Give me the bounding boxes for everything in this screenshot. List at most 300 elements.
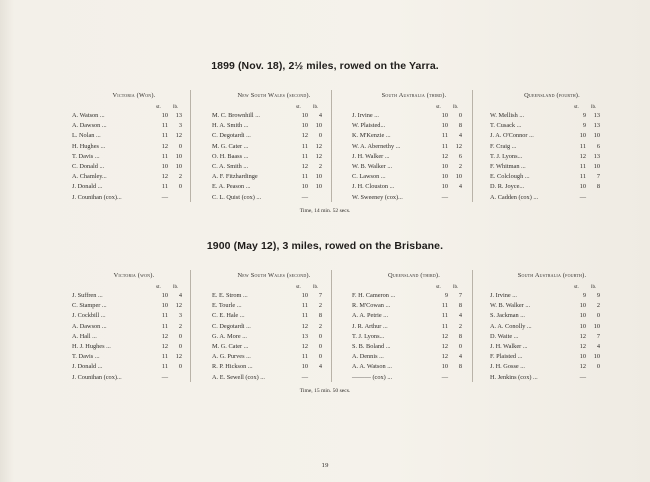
crew-column [490,271,614,383]
weight-stone: 11 [301,353,308,361]
weight-pounds: 13 [593,112,600,119]
weight-stone: — [579,373,586,381]
weight-pounds: 8 [458,302,462,310]
rower-name: J. H. Clouston ... [352,183,395,191]
rower-name: ——— (cox) ... [352,373,393,381]
crew-heading: Queensland (fourth). [524,92,580,99]
crew-member-row [352,291,476,301]
column-divider [190,90,191,202]
weight-stone: — [579,193,586,201]
weight-stone: 12 [301,342,308,350]
crew-heading: New South Wales (second). [237,92,311,99]
crew-member-row [212,373,336,383]
weight-pounds: 7 [596,173,600,181]
crew-member-row [352,373,476,383]
crew-member-row [212,142,336,152]
unit-stone: st. [156,104,161,110]
crew-member-row [72,142,196,152]
weight-stone: 12 [161,142,168,150]
crew-member-row [72,193,196,203]
weight-stone: 10 [441,122,448,130]
weight-pounds: 0 [596,363,600,371]
rower-name: J. Cockbill ... [72,312,106,320]
unit-stone: st. [156,284,161,290]
rower-name: J. Donald ... [72,183,103,191]
rower-name: A. Dawson ... [72,122,107,130]
crew-member-row [490,301,614,311]
crew-member-row [352,342,476,352]
weight-pounds: 2 [458,162,462,170]
weight-stone: 10 [161,112,168,119]
rower-name: T. Cusack ... [490,122,522,130]
crew-heading: South Australia (fourth). [517,272,587,279]
crew-member-row [72,352,196,362]
rower-name: L. Nolan ... [72,132,101,140]
crew-heading: Victoria (Won). [112,92,156,99]
weight-pounds: 7 [596,332,600,340]
weight-pounds: 7 [318,292,322,299]
weight-pounds: 8 [596,183,600,191]
weight-stone: 12 [579,332,586,340]
rower-name: S. B. Boland ... [352,342,391,350]
unit-stone: st. [296,104,301,110]
weight-stone: 11 [441,302,448,310]
rower-name: W. B. Walker ... [490,302,531,310]
unit-stone: st. [296,284,301,290]
weight-pounds: 0 [178,363,182,371]
crew-member-row [352,152,476,162]
weight-pounds: 0 [178,332,182,340]
weight-pounds: 2 [318,322,322,330]
crew-member-row [490,111,614,121]
rower-name: F. Craig ... [490,142,517,150]
weight-stone: 12 [301,132,308,140]
weight-pounds: 2 [178,173,182,181]
weight-stone: 11 [441,322,448,330]
weight-pounds: 0 [318,132,322,140]
weight-pounds: 4 [458,312,462,320]
weight-stone: 11 [301,142,308,150]
crew-member-row [490,131,614,141]
rower-name: C. E. Hale ... [212,312,245,320]
weight-pounds: 0 [596,312,600,320]
weight-stone: 10 [579,312,586,320]
race-title: 1900 (May 12), 3 miles, rowed on the Brisbane. [206,240,444,252]
weight-pounds: 2 [178,322,182,330]
weight-stone: 12 [441,332,448,340]
crew-member-row [490,342,614,352]
rower-name: H. Hughes ... [72,142,106,150]
weight-stone: 12 [441,353,448,361]
weight-pounds: 0 [178,142,182,150]
crew-member-row [72,311,196,321]
unit-stone: st. [574,284,579,290]
crew-member-row [212,182,336,192]
weight-units [212,282,336,291]
weight-stone: 10 [301,363,308,371]
weight-units [212,102,336,111]
weight-pounds: 6 [458,152,462,160]
weight-stone: 11 [161,132,168,140]
weight-pounds: 10 [593,322,600,330]
weight-stone: 13 [301,332,308,340]
weight-stone: 10 [579,132,586,140]
crew-member-row [72,152,196,162]
rower-name: C. A. Smith ... [212,162,249,170]
weight-stone: 10 [161,292,168,299]
crew-member-row [72,362,196,372]
weight-stone: 12 [579,363,586,371]
crew-column [72,271,196,383]
crew-column [352,271,476,383]
crew-member-row [352,121,476,131]
weight-stone: 10 [161,162,168,170]
crew-member-row [212,162,336,172]
weight-stone: 10 [161,302,168,310]
weight-pounds: 10 [175,162,182,170]
rower-name: R. P. Hickson ... [212,363,253,371]
rower-name: M. G. Cater ... [212,142,249,150]
weight-stone: 10 [441,183,448,191]
crew-member-row [490,172,614,182]
weight-stone: 10 [579,302,586,310]
rower-name: W. B. Walker ... [352,162,393,170]
weight-stone: — [301,373,308,381]
weight-units [352,282,476,291]
weight-pounds: 0 [318,332,322,340]
rower-name: G. A. More ... [212,332,247,340]
crew-member-row [490,162,614,172]
crew-member-row [72,342,196,352]
unit-pound: lb. [591,104,597,110]
weight-pounds: 12 [315,152,322,160]
weight-pounds: 3 [178,312,182,320]
rower-name: A. Chamley... [72,173,107,181]
race-time: Time, 15 min. 50 secs. [299,388,351,394]
weight-stone: 9 [582,292,586,299]
weight-stone: 10 [441,112,448,119]
weight-stone: 12 [301,322,308,330]
rower-name: T. Davis ... [72,353,100,361]
rower-name: A. G. Purves ... [212,353,251,361]
weight-pounds: 2 [458,322,462,330]
weight-pounds: 12 [455,142,462,150]
crew-member-row [72,172,196,182]
crew-column [212,91,336,203]
crew-member-row [212,352,336,362]
crew-member-row [352,352,476,362]
weight-pounds: 13 [175,112,182,119]
rower-name: O. H. Baass ... [212,152,249,160]
rower-name: E. Colclough ... [490,173,530,181]
rower-name: A. Watson ... [72,112,105,119]
crew-member-row [72,332,196,342]
weight-pounds: 8 [458,332,462,340]
weight-pounds: 0 [318,353,322,361]
weight-pounds: 10 [593,353,600,361]
crew-member-row [490,373,614,383]
weight-stone: 10 [441,173,448,181]
rower-name: D. R. Joyce... [490,183,525,191]
weight-units [72,282,196,291]
weight-pounds: 2 [318,302,322,310]
crew-member-row [212,172,336,182]
rower-name: K. M'Kenzie ... [352,132,391,140]
crew-member-row [72,322,196,332]
unit-stone: st. [436,104,441,110]
crew-member-row [490,322,614,332]
weight-pounds: 8 [318,312,322,320]
weight-pounds: 4 [178,292,182,299]
rower-name: M. G. Cater ... [212,342,249,350]
weight-stone: 11 [161,322,168,330]
rower-name: C. Donald ... [72,162,105,170]
weight-stone: 10 [441,162,448,170]
weight-pounds: 10 [315,173,322,181]
weight-pounds: 13 [593,122,600,130]
weight-stone: 12 [579,342,586,350]
unit-stone: st. [436,284,441,290]
weight-pounds: 7 [458,292,462,299]
page-number: 19 [321,463,329,469]
crew-member-row [352,362,476,372]
unit-stone: st. [574,104,579,110]
crew-member-row [490,182,614,192]
column-divider [331,270,332,382]
rower-name: F. Whitman ... [490,162,526,170]
crew-member-row [212,362,336,372]
crew-column [490,91,614,203]
unit-pound: lb. [453,284,459,290]
crew-column [352,91,476,203]
rower-name: A. F. Fitzhardinge [212,173,258,181]
weight-stone: 10 [441,363,448,371]
column-divider [472,90,473,202]
rower-name: A. A. Petrie ... [352,312,389,320]
weight-stone: 11 [161,312,168,320]
weight-stone: — [441,193,448,201]
weight-pounds: 12 [175,353,182,361]
rower-name: W. Plaisted... [352,122,386,130]
rower-name: C. Lawson ... [352,173,386,181]
weight-pounds: 12 [315,142,322,150]
weight-pounds: 10 [175,152,182,160]
crew-member-row [490,332,614,342]
race-title: 1899 (Nov. 18), 2½ miles, rowed on the Yarra. [211,60,439,72]
crew-member-row [352,182,476,192]
rower-name: T. J. Lyons... [352,332,385,340]
rower-name: J. Counihan (cox)... [72,193,122,201]
crew-member-row [212,311,336,321]
crew-member-row [212,131,336,141]
weight-stone: 11 [161,353,168,361]
weight-stone: 10 [301,183,308,191]
weight-pounds: 9 [596,292,600,299]
crew-heading: Queensland (third). [387,272,441,279]
crew-member-row [212,342,336,352]
weight-stone: 11 [441,132,448,140]
rower-name: A. E. Sewell (cox) ... [212,373,265,381]
rower-name: H. A. Smith ... [212,122,249,130]
rower-name: A. A. Conolly ... [490,322,532,330]
crew-member-row [212,322,336,332]
rower-name: J. A. O'Connor ... [490,132,534,140]
rower-name: J. R. Arthur ... [352,322,388,330]
column-divider [331,90,332,202]
rower-name: J. H. Walker ... [490,342,528,350]
weight-pounds: 4 [458,353,462,361]
weight-stone: 11 [161,183,168,191]
crew-member-row [352,111,476,121]
weight-stone: 12 [301,162,308,170]
rower-name: C. Degotardi ... [212,322,251,330]
crew-member-row [490,362,614,372]
weight-pounds: 10 [593,132,600,140]
rower-name: J. H. Walker ... [352,152,390,160]
weight-stone: 12 [161,332,168,340]
weight-stone: 11 [161,152,168,160]
weight-stone: — [161,193,168,201]
crew-member-row [72,111,196,121]
unit-pound: lb. [173,284,179,290]
rower-name: W. A. Abernethy ... [352,142,401,150]
column-divider [190,270,191,382]
weight-pounds: 13 [593,152,600,160]
crew-heading: South Australia (third). [381,92,447,99]
crew-member-row [490,142,614,152]
weight-pounds: 4 [596,342,600,350]
crew-member-row [72,301,196,311]
weight-stone: 11 [301,173,308,181]
weight-pounds: 12 [175,132,182,140]
weight-stone: 11 [301,312,308,320]
weight-pounds: 4 [318,363,322,371]
column-divider [472,270,473,382]
unit-pound: lb. [173,104,179,110]
weight-stone: 10 [579,322,586,330]
crew-member-row [352,301,476,311]
crew-member-row [212,291,336,301]
rower-name: A. Dawson ... [72,322,107,330]
weight-pounds: 10 [315,122,322,130]
rower-name: E. E. Strom ... [212,292,248,299]
weight-stone: — [301,193,308,201]
crew-member-row [212,301,336,311]
crew-member-row [490,193,614,203]
rower-name: J. Irvine ... [490,292,517,299]
rower-name: C. L. Quist (cox) ... [212,193,262,201]
crew-member-row [212,193,336,203]
rower-name: A. Cadden (cox) ... [490,193,539,201]
weight-units [72,102,196,111]
weight-stone: 11 [579,173,586,181]
rower-name: E. A. Peason ... [212,183,251,191]
weight-stone: 11 [579,142,586,150]
rower-name: W. Sweeney (cox)... [352,193,403,201]
rower-name: S. Jackman ... [490,312,525,320]
weight-pounds: 10 [455,173,462,181]
weight-stone: 11 [161,122,168,130]
crew-column [212,271,336,383]
crew-member-row [352,162,476,172]
weight-pounds: 0 [318,342,322,350]
unit-pound: lb. [453,104,459,110]
rower-name: J. Irvine ... [352,112,379,119]
weight-pounds: 2 [318,162,322,170]
crew-member-row [352,311,476,321]
crew-member-row [212,332,336,342]
weight-stone: 9 [444,292,448,299]
weight-pounds: 0 [178,183,182,191]
weight-units [490,102,614,111]
rower-name: H. Jenkins (cox) ... [490,373,538,381]
crew-heading: New South Wales (second). [237,272,311,279]
crew-member-row [352,172,476,182]
rower-name: A. Dennis ... [352,353,384,361]
rower-name: W. Mellish ... [490,112,525,119]
rower-name: A. Hall ... [72,332,97,340]
weight-stone: 10 [579,353,586,361]
rower-name: H. J. Hughes ... [72,342,111,350]
weight-pounds: 3 [178,122,182,130]
race-time: Time, 14 min. 52 secs. [299,208,351,214]
weight-stone: 10 [579,183,586,191]
crew-member-row [490,311,614,321]
weight-stone: 12 [441,152,448,160]
weight-pounds: 8 [458,122,462,130]
rower-name: A. A. Watson ... [352,363,392,371]
crew-member-row [212,111,336,121]
weight-stone: 10 [301,292,308,299]
weight-stone: 11 [441,142,448,150]
weight-stone: 11 [301,302,308,310]
weight-stone: — [441,373,448,381]
crew-member-row [352,142,476,152]
unit-pound: lb. [591,284,597,290]
weight-pounds: 0 [458,112,462,119]
crew-member-row [72,373,196,383]
rower-name: J. H. Gosse ... [490,363,525,371]
rower-name: T. J. Lyons... [490,152,523,160]
weight-pounds: 10 [593,162,600,170]
rower-name: C. Stamper ... [72,302,107,310]
crew-member-row [72,182,196,192]
rower-name: C. Degotardi ... [212,132,251,140]
weight-stone: 11 [579,162,586,170]
crew-member-row [352,332,476,342]
weight-stone: 11 [441,312,448,320]
rower-name: R. M'Cowan ... [352,302,391,310]
rower-name: F. H. Cameron ... [352,292,396,299]
weight-pounds: 2 [596,302,600,310]
weight-stone: — [161,373,168,381]
weight-pounds: 0 [458,342,462,350]
weight-units [490,282,614,291]
crew-member-row [72,121,196,131]
weight-stone: 9 [582,122,586,130]
rower-name: J. Donald ... [72,363,103,371]
weight-stone: 10 [301,122,308,130]
weight-stone: 10 [301,112,308,119]
weight-pounds: 8 [458,363,462,371]
rower-name: M. C. Brownhill ... [212,112,260,119]
weight-stone: 11 [301,152,308,160]
weight-pounds: 10 [315,183,322,191]
crew-member-row [352,131,476,141]
weight-pounds: 4 [458,132,462,140]
weight-stone: 11 [161,363,168,371]
rower-name: J. Suffren ... [72,292,103,299]
